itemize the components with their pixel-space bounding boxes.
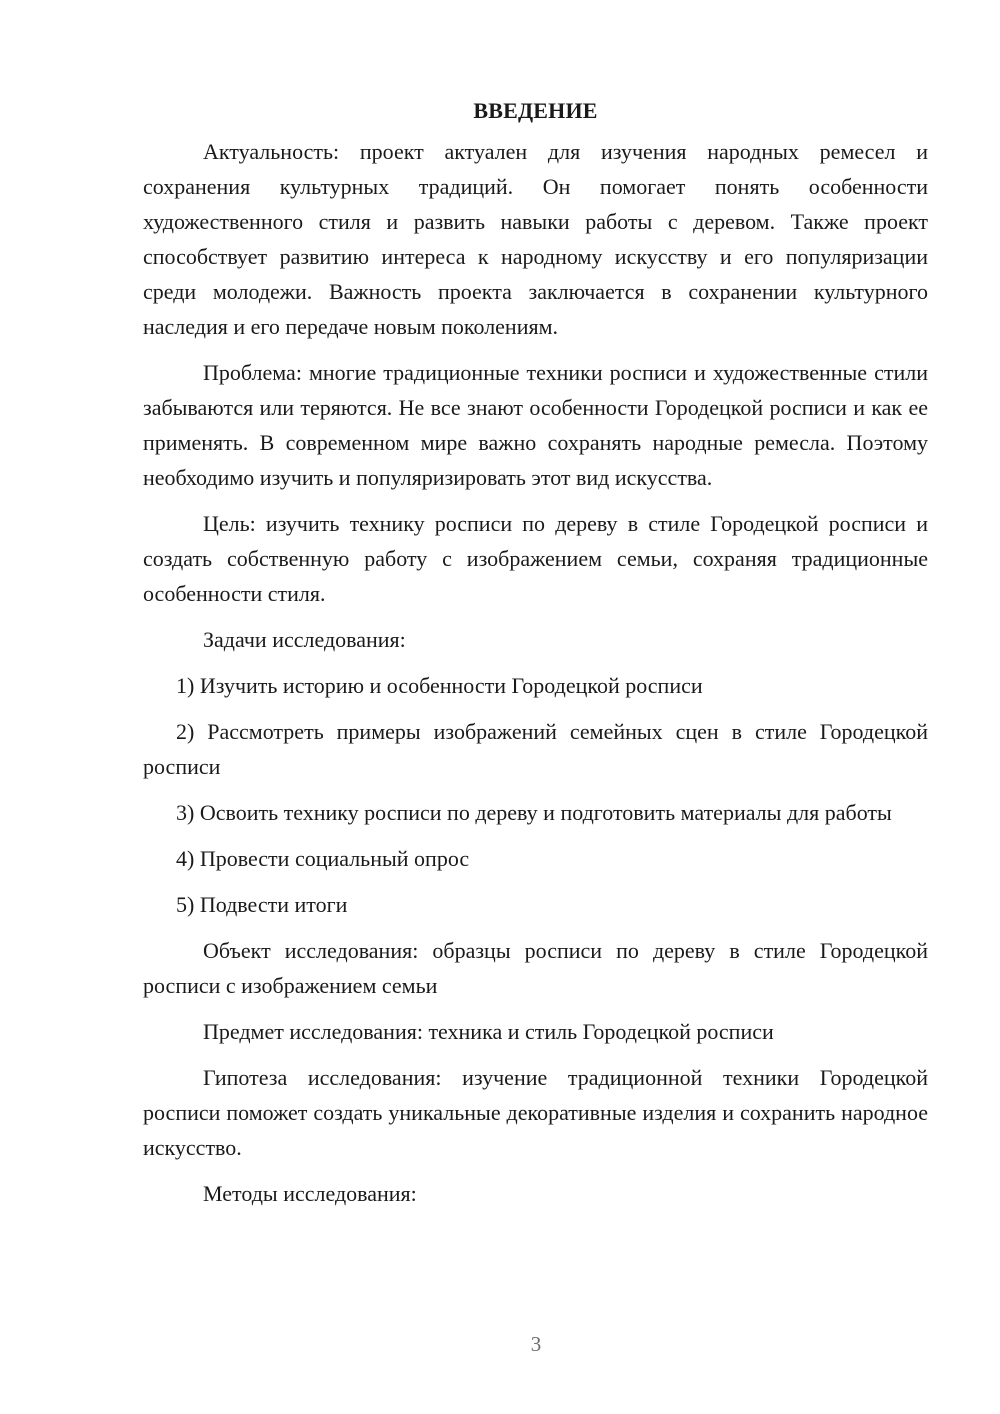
task-item: 4) Провести социальный опрос [176,846,470,871]
page-number: 3 [530,1332,542,1356]
task-item: 2) Рассмотреть примеры изображений семейных сцен в стиле Городецкой росписи [143,719,928,779]
goal-paragraph: Цель: изучить технику росписи по дереву в стиле Городецкой росписи и создать собственную работу с изображением семьи, сохраняя традиционные особенности стиля. [143,511,928,606]
task-item: 3) Освоить технику росписи по дереву и подготовить материалы для работы [176,800,892,825]
section-title: ВВЕДЕНИЕ [473,98,598,123]
document-page [143,96,928,1211]
subject-paragraph: Предмет исследования: техника и стиль Городецкой росписи [203,1019,774,1044]
tasks-heading: Задачи исследования: [203,627,406,652]
problem-paragraph: Проблема: многие традиционные техники росписи и художественные стили забываются или теряются. Не все знают особенности Городецкой росписи и как ее применять. В современном мире важно сохранять народные ремесла. Поэтому необходимо изучить и популяризировать этот вид искусства. [143,360,928,490]
task-item: 5) Подвести итоги [176,892,348,917]
methods-heading: Методы исследования: [203,1181,417,1206]
relevance-paragraph: Актуальность: проект актуален для изучения народных ремесел и сохранения культурных традиций. Он помогает понять особенности художественного стиля и развить навыки работы с деревом. Также проект способствует развитию интереса к народному искусству и его популяризации среди молодежи. Важность проекта заключается в сохранении культурного наследия и его передаче новым поколениям. [143,139,928,339]
task-item: 1) Изучить историю и особенности Городецкой росписи [176,673,703,698]
hypothesis-paragraph: Гипотеза исследования: изучение традиционной техники Городецкой росписи поможет создать уникальные декоративные изделия и сохранить народное искусство. [143,1065,928,1160]
object-paragraph: Объект исследования: образцы росписи по дереву в стиле Городецкой росписи с изображением семьи [143,938,928,998]
